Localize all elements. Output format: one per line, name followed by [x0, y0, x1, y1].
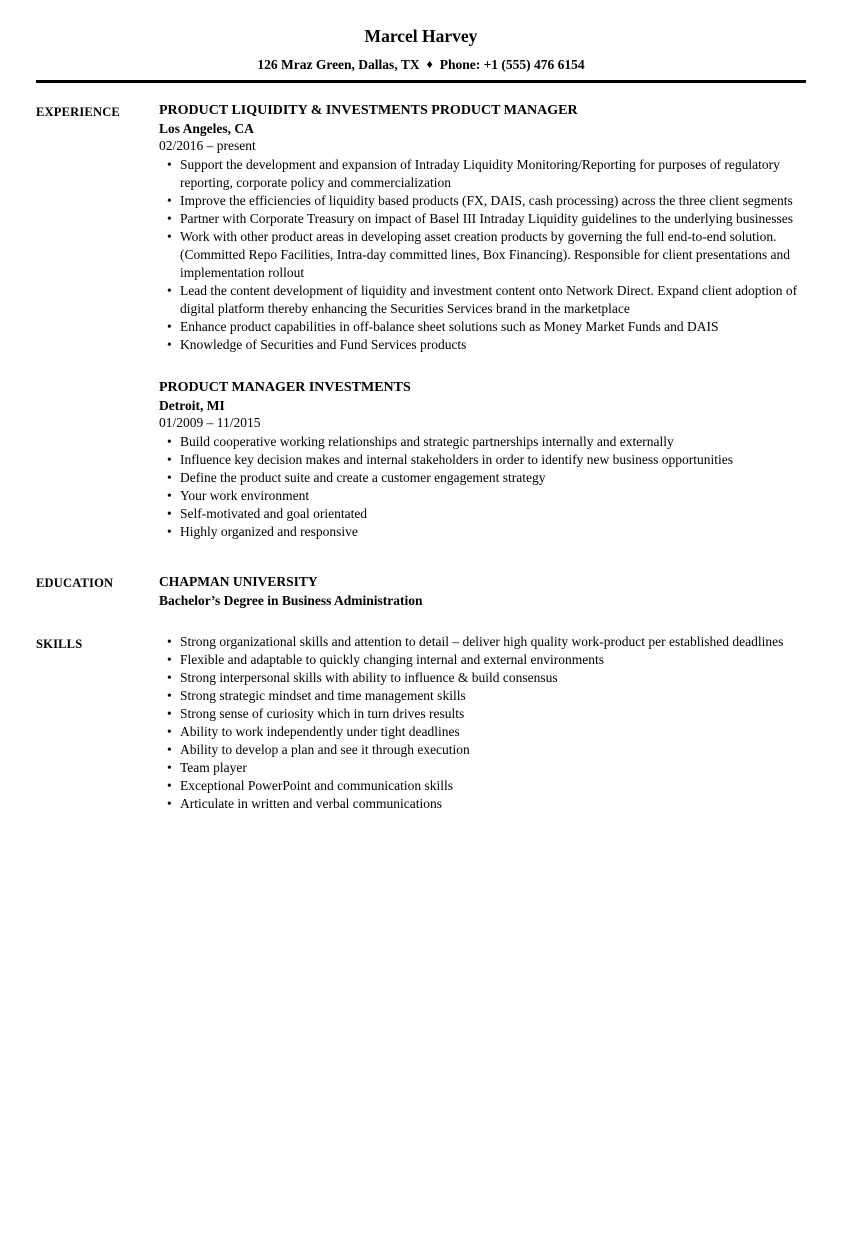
school-name: CHAPMAN UNIVERSITY: [159, 574, 318, 589]
diamond-separator-icon: ♦: [426, 57, 433, 71]
experience-content: [159, 101, 806, 541]
bullet-item: • Ability to develop a plan and see it through execution: [159, 741, 806, 759]
skills-content: [159, 633, 806, 813]
bullet-item: • Team player: [159, 759, 806, 777]
skills-section: [36, 633, 806, 813]
contact-phone: Phone: +1 (555) 476 6154: [439, 57, 585, 72]
bullet-item: • Work with other product areas in developing asset creation products by governing the full end-to-end solution. (Committed Repo Facilities, Intra-day committed lines, Box Financing). Responsible for client presentations and implementation rollout: [159, 228, 806, 282]
job-title: PRODUCT MANAGER INVESTMENTS: [159, 380, 411, 395]
skills-bullet-list: [159, 633, 806, 813]
bullet-item: • Build cooperative working relationships and strategic partnerships internally and externally: [159, 433, 806, 451]
job-bullet-list: [159, 156, 806, 354]
experience-section: [36, 101, 806, 541]
bullet-item: • Highly organized and responsive: [159, 523, 806, 541]
bullet-item: • Flexible and adaptable to quickly changing internal and external environments: [159, 651, 806, 669]
bullet-item: • Your work environment: [159, 487, 806, 505]
education-content: [159, 572, 806, 610]
bullet-item: • Influence key decision makes and internal stakeholders in order to identify new business opportunities: [159, 451, 806, 469]
section-label-skills: SKILLS: [36, 637, 83, 651]
bullet-item: • Strong organizational skills and attention to detail – deliver high quality work-product per established deadlines: [159, 633, 806, 651]
bullet-item: • Strong strategic mindset and time management skills: [159, 687, 806, 705]
bullet-item: • Define the product suite and create a customer engagement strategy: [159, 469, 806, 487]
contact-address: 126 Mraz Green, Dallas, TX: [257, 57, 420, 72]
bullet-item: • Ability to work independently under tight deadlines: [159, 723, 806, 741]
job-location: Los Angeles, CA: [159, 121, 254, 136]
bullet-item: • Improve the efficiencies of liquidity based products (FX, DAIS, cash processing) across the three client segments: [159, 192, 806, 210]
job-title: PRODUCT LIQUIDITY & INVESTMENTS PRODUCT MANAGER: [159, 103, 578, 118]
job-dates: 01/2009 – 11/2015: [159, 415, 261, 430]
section-label-education: EDUCATION: [36, 576, 114, 590]
bullet-item: • Articulate in written and verbal communications: [159, 795, 806, 813]
degree: Bachelor’s Degree in Business Administration: [159, 593, 423, 608]
bullet-item: • Lead the content development of liquidity and investment content onto Network Direct. Expand client adoption of digital platform thereby enhancing the Securities Services brand in the marketplace: [159, 282, 806, 318]
job-entry-1: [159, 101, 806, 354]
bullet-item: • Enhance product capabilities in off-balance sheet solutions such as Money Market Funds and DAIS: [159, 318, 806, 336]
bullet-item: • Self-motivated and goal orientated: [159, 505, 806, 523]
job-dates: 02/2016 – present: [159, 138, 256, 153]
bullet-item: • Exceptional PowerPoint and communication skills: [159, 777, 806, 795]
resume-body: [36, 101, 806, 813]
bullet-item: • Partner with Corporate Treasury on impact of Basel III Intraday Liquidity guidelines to the underlying businesses: [159, 210, 806, 228]
contact-line: [36, 56, 806, 73]
bullet-item: • Strong interpersonal skills with ability to influence & build consensus: [159, 669, 806, 687]
job-bullet-list: [159, 433, 806, 541]
bullet-item: • Strong sense of curiosity which in turn drives results: [159, 705, 806, 723]
resume-header: [36, 25, 806, 73]
education-section: [36, 572, 806, 610]
job-location: Detroit, MI: [159, 398, 225, 413]
header-divider: [36, 80, 806, 83]
candidate-name: Marcel Harvey: [364, 26, 478, 46]
bullet-item: • Knowledge of Securities and Fund Services products: [159, 336, 806, 354]
section-label-experience: EXPERIENCE: [36, 105, 120, 119]
bullet-item: • Support the development and expansion of Intraday Liquidity Monitoring/Reporting for purposes of regulatory reporting, corporate policy and commercialization: [159, 156, 806, 192]
job-entry-2: [159, 378, 806, 541]
